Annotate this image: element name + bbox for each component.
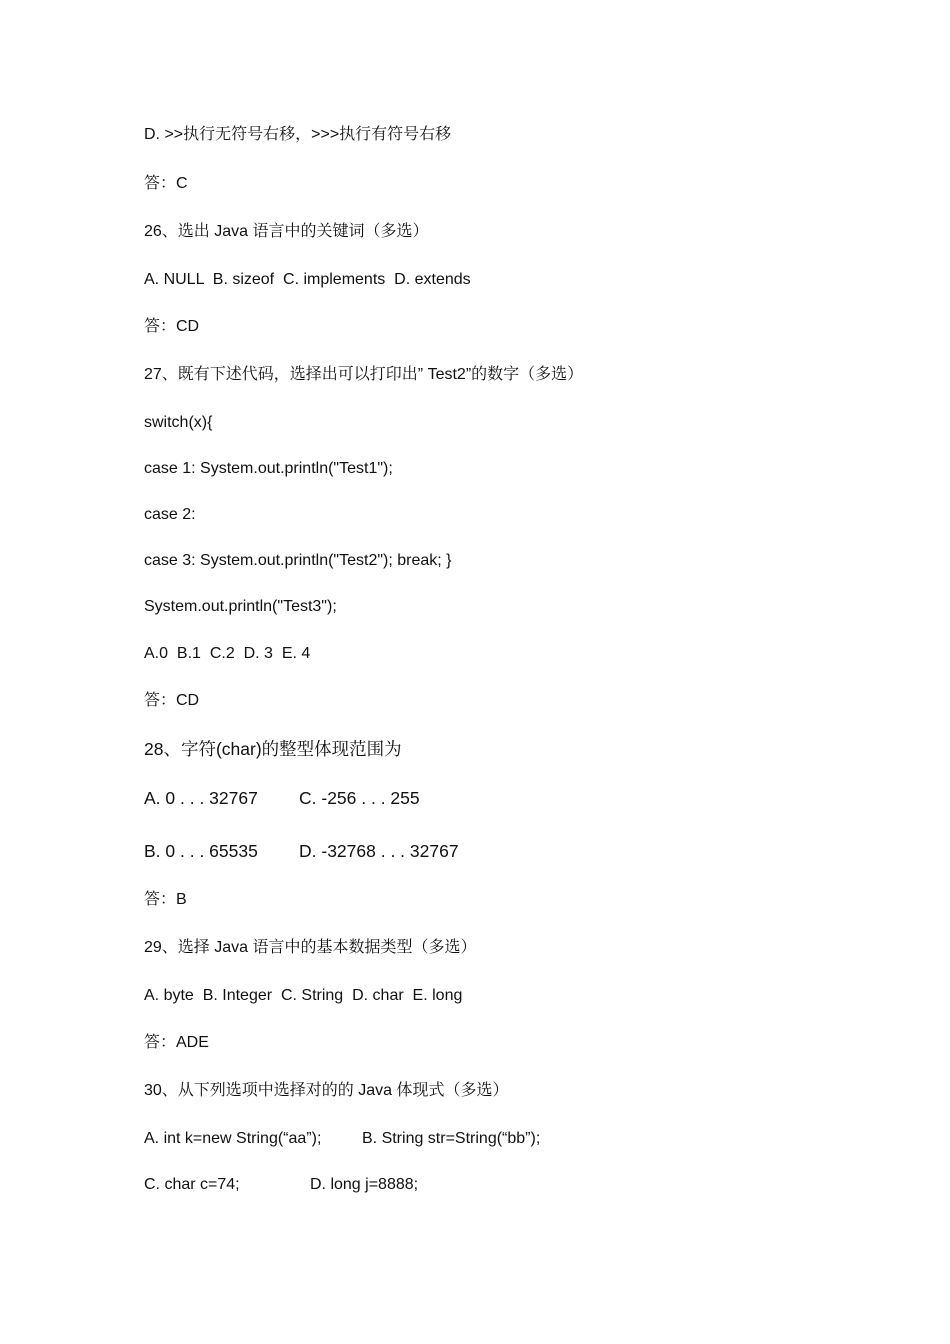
question-29: 29、选择 Java 语言中的基本数据类型（多选） (144, 939, 477, 956)
answer-q29: 答：ADE (144, 1034, 209, 1051)
code-line-3: case 2: (144, 506, 196, 523)
options-q27: A.0 B.1 C.2 D. 3 E. 4 (144, 645, 311, 662)
option-d-q25: D. >>执行无符号右移，>>>执行有符号右移 (144, 126, 452, 143)
option-c-q30: C. char c=74; (144, 1176, 240, 1193)
option-a-q28: A. 0 . . . 32767 (144, 788, 258, 808)
code-line-5: System.out.println("Test3"); (144, 598, 337, 615)
code-line-2: case 1: System.out.println("Test1"); (144, 460, 393, 477)
options-q26: A. NULL B. sizeof C. implements D. extends (144, 271, 471, 288)
option-c-q28: C. -256 . . . 255 (299, 788, 420, 808)
code-line-4: case 3: System.out.println("Test2"); break; } (144, 552, 452, 569)
question-28: 28、字符(char)的整型体现范围为 (144, 739, 402, 759)
option-d-q28: D. -32768 . . . 32767 (299, 841, 459, 861)
code-line-1: switch(x){ (144, 414, 213, 431)
option-b-q30: B. String str=String(“bb”); (362, 1130, 541, 1147)
answer-q28: 答：B (144, 891, 187, 908)
options-q29: A. byte B. Integer C. String D. char E. long (144, 987, 463, 1004)
question-30: 30、从下列选项中选择对的的 Java 体现式（多选） (144, 1082, 509, 1099)
question-26: 26、选出 Java 语言中的关键词（多选） (144, 223, 429, 240)
option-a-q30: A. int k=new String(“aa”); (144, 1130, 322, 1147)
answer-q25: 答：C (144, 175, 188, 192)
option-b-q28: B. 0 . . . 65535 (144, 841, 258, 861)
answer-q26: 答：CD (144, 318, 200, 335)
answer-q27: 答：CD (144, 692, 200, 709)
option-d-q30: D. long j=8888; (310, 1176, 419, 1193)
question-27: 27、既有下述代码，选择出可以打印出” Test2”的数字（多选） (144, 366, 584, 383)
